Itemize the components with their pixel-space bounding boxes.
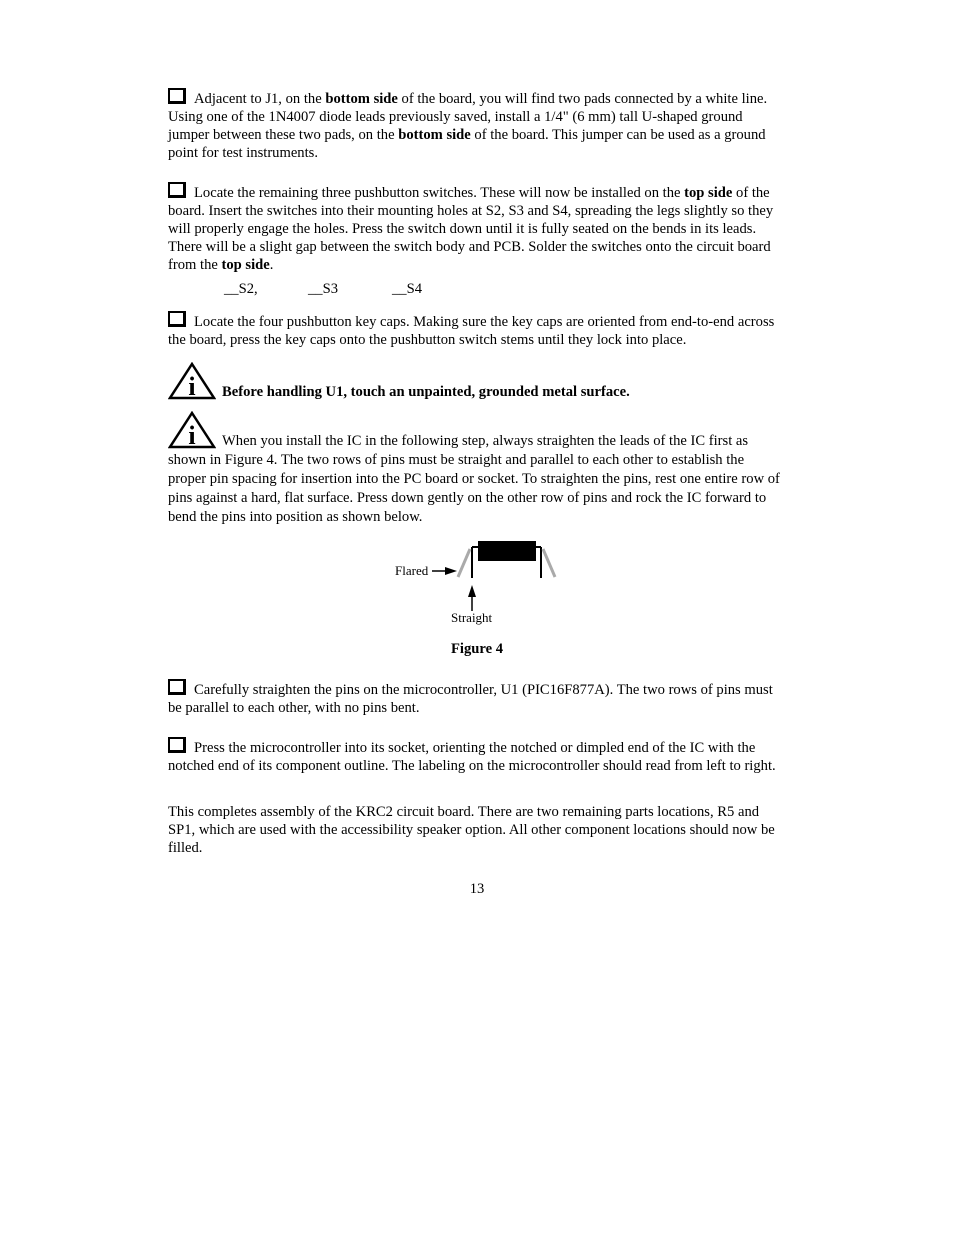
- checkbox-icon[interactable]: [168, 311, 186, 327]
- step-ground-jumper: Adjacent to J1, on the bottom side of the board, you will find two pads connected by a white line. Using one of the 1N4007 diode leads previously saved, install a 1/4" (6 mm) tall U-shaped ground jumper between these two pads, on the bottom side of the board. This jumper can be used as a ground point for test instruments.: [168, 88, 780, 162]
- warning-static: i Before handling U1, touch an unpainted, grounded metal surface.: [168, 362, 780, 401]
- switch-item-s2: __S2,: [224, 281, 258, 297]
- switch-item-s4: __S4: [392, 281, 423, 297]
- page-number: 13: [469, 881, 485, 897]
- checkbox-icon[interactable]: [168, 182, 186, 198]
- checkbox-icon[interactable]: [168, 737, 186, 753]
- svg-text:i: i: [188, 421, 196, 449]
- ic-body: [478, 541, 536, 561]
- svg-text:i: i: [188, 372, 196, 400]
- figure-caption: Figure 4: [450, 641, 504, 657]
- step-insert-mcu: Press the microcontroller into its socket, orienting the notched or dimpled end of the IC with the notched end of its component outline. The labeling on the microcontroller should read from left to right.: [168, 737, 780, 775]
- label-straight: Straight: [451, 610, 493, 625]
- step-straighten-pins: Carefully straighten the pins on the microcontroller, U1 (PIC16F877A). The two rows of pins must be parallel to each other, with no pins bent.: [168, 679, 780, 717]
- info-warning-icon: [168, 362, 216, 400]
- label-flared: Flared: [395, 563, 429, 578]
- figure-ic-pins: [390, 537, 570, 627]
- pin-left-flared: [458, 549, 470, 577]
- info-warning-icon: [168, 411, 216, 449]
- info-straighten: i When you install the IC in the following step, always straighten the leads of the IC first as shown in Figure 4. The two rows of pins must be straight and parallel to each other to establish the proper pin spacing for insertion into the PC board or socket. To straighten the pins, rest one entire row of pins against a hard, flat surface. Press down gently on the other row of pins and rock the IC forward to bend the pins into position as shown below.: [168, 411, 780, 527]
- switch-item-s3: __S3: [308, 281, 339, 297]
- step-pushbuttons: Locate the remaining three pushbutton switches. These will now be installed on the top side of the board. Insert the switches into their mounting holes at S2, S3 and S4, spreading the legs slightly so they will properly engage the holes. Press the switch down until it is fully seated on the bends in its leads. There will be a slight gap between the switch body and PCB. Solder the switches onto the circuit board from the top side.: [168, 182, 780, 274]
- checkbox-icon[interactable]: [168, 88, 186, 104]
- checkbox-icon[interactable]: [168, 679, 186, 695]
- step-key-caps: Locate the four pushbutton key caps. Making sure the key caps are oriented from end-to-end across the board, press the key caps onto the pushbutton switch stems until they lock into place.: [168, 311, 780, 349]
- pin-right-flared: [543, 549, 555, 577]
- completion-text: This completes assembly of the KRC2 circuit board. There are two remaining parts locations, R5 and SP1, which are used with the accessibility speaker option. All other component locations should now be filled.: [168, 804, 775, 856]
